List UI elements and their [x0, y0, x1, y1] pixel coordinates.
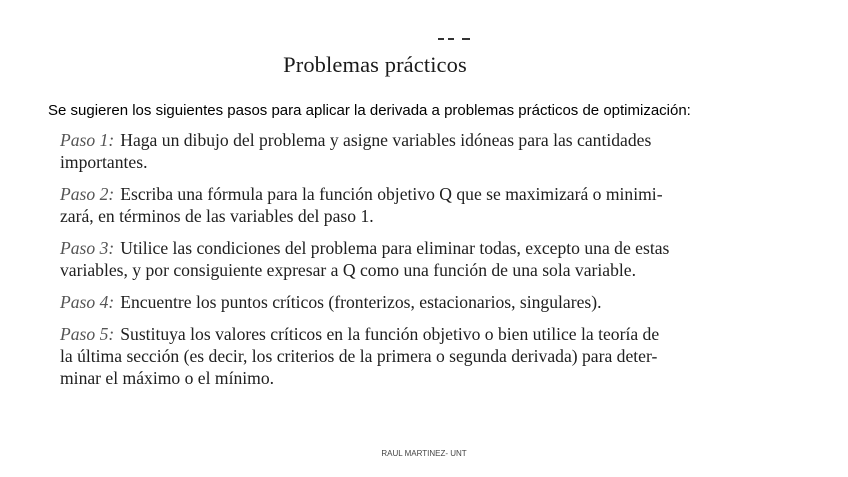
step-4-line-1 — [60, 291, 760, 313]
step-2-line-1 — [60, 183, 760, 205]
intro-text: Se sugieren los siguientes pasos para aplicar la derivada a problemas prácticos de optimización: — [48, 102, 691, 119]
step-3-text-2: variables, y por consiguiente expresar a Q como una función de una sola variable. — [60, 260, 636, 280]
steps-list — [60, 129, 760, 399]
step-3-line-1 — [60, 237, 760, 259]
step-2-label: Paso 2: — [60, 184, 115, 204]
step-2-text-1: Escriba una fórmula para la función objetivo Q que se maximizará o minimi- — [120, 184, 663, 204]
step-5-label: Paso 5: — [60, 324, 115, 344]
step-2-text-2: zará, en términos de las variables del paso 1. — [60, 206, 374, 226]
slide-footer: RAUL MARTINEZ- UNT — [381, 449, 467, 458]
step-5-line-1 — [60, 323, 760, 345]
step-5 — [60, 323, 760, 389]
step-5-text-1: Sustituya los valores críticos en la función objetivo o bien utilice la teoría de — [120, 324, 660, 344]
step-2 — [60, 183, 760, 227]
step-5-text-3: minar el máximo o el mínimo. — [60, 368, 275, 388]
step-1-line-1 — [60, 129, 760, 151]
step-3-text-1: Utilice las condiciones del problema para eliminar todas, excepto una de estas — [120, 238, 670, 258]
step-4-label: Paso 4: — [60, 292, 115, 312]
step-4 — [60, 291, 760, 313]
step-1-text-2: importantes. — [60, 152, 148, 172]
step-1-text-1: Haga un dibujo del problema y asigne variables idóneas para las cantidades — [120, 130, 652, 150]
step-1-label: Paso 1: — [60, 130, 115, 150]
step-1 — [60, 129, 760, 173]
slide-title: Problemas prácticos — [283, 52, 467, 77]
step-3 — [60, 237, 760, 281]
step-5-text-2: la última sección (es decir, los criterios de la primera o segunda derivada) para deter- — [60, 346, 658, 366]
step-3-label: Paso 3: — [60, 238, 115, 258]
page-edge-mark — [438, 38, 472, 44]
step-4-text-1: Encuentre los puntos críticos (fronterizos, estacionarios, singulares). — [120, 292, 602, 312]
